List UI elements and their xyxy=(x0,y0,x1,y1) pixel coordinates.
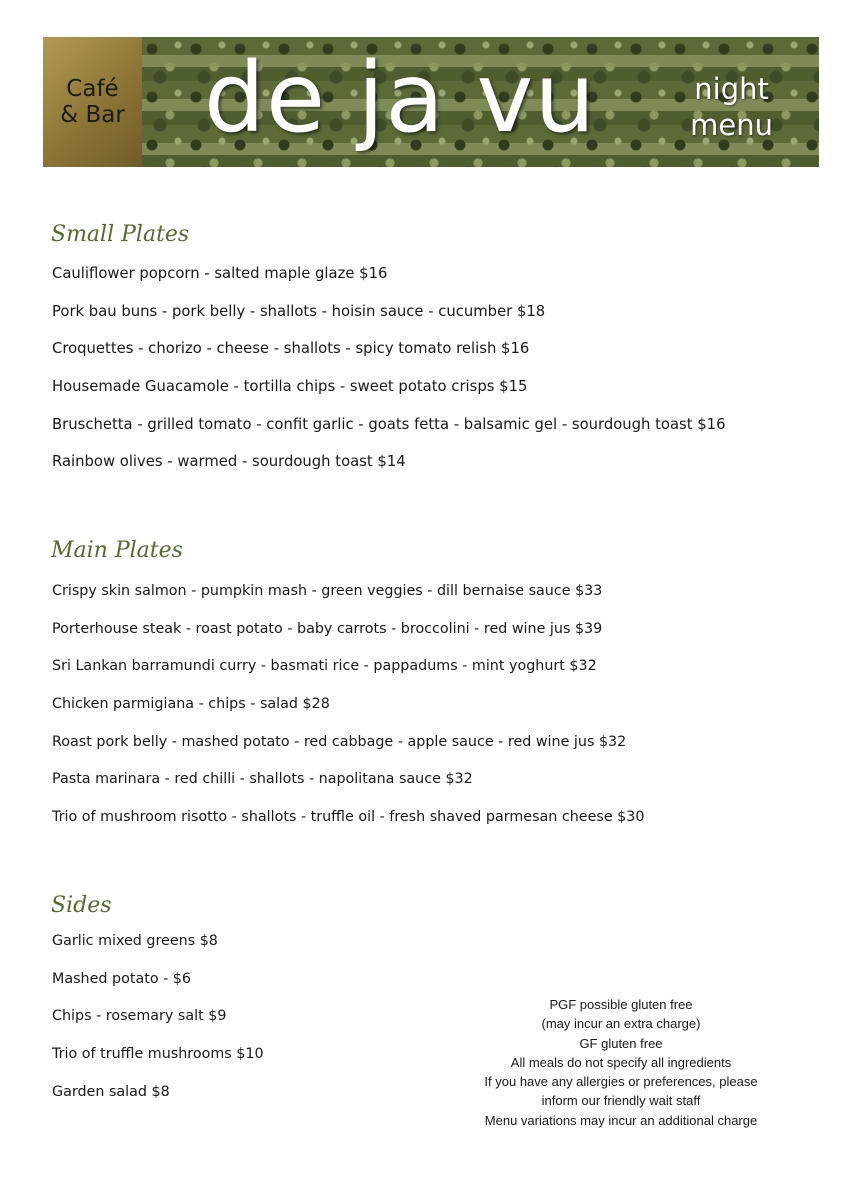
leaf-pattern-banner xyxy=(142,37,819,167)
dietary-notes xyxy=(441,995,801,1130)
menu-item: Housemade Guacamole - tortilla chips - sweet potato crisps $15 xyxy=(52,378,528,396)
main-plates-list xyxy=(52,581,644,845)
restaurant-title: de ja vu xyxy=(204,42,597,154)
note-line: If you have any allergies or preferences, please xyxy=(484,1074,758,1090)
menu-item: Chicken parmigiana - chips - salad $28 xyxy=(52,696,330,713)
menu-item: Chips - rosemary salt $9 xyxy=(52,1008,227,1025)
menu-item: Mashed potato - $6 xyxy=(52,970,192,987)
menu-item: Bruschetta - grilled tomato - confit garlic - goats fetta - balsamic gel - sourdough toast $16 xyxy=(52,415,726,433)
note-line: PGF possible gluten free xyxy=(549,997,693,1012)
sides-heading: Sides xyxy=(51,893,112,918)
note-line: (may incur an extra charge) xyxy=(541,1016,701,1032)
brand-line-2: & Bar xyxy=(60,102,125,128)
note-line: Menu variations may incur an additional charge xyxy=(484,1112,758,1128)
menu-item: Pasta marinara - red chilli - shallots - napolitana sauce $32 xyxy=(52,771,473,788)
subtitle-line-1: night xyxy=(694,72,769,106)
menu-subtitle xyxy=(690,71,773,143)
menu-item: Roast pork belly - mashed potato - red cabbage - apple sauce - red wine jus $32 xyxy=(52,733,627,750)
menu-item: Rainbow olives - warmed - sourdough toast $14 xyxy=(52,453,406,471)
menu-item: Croquettes - chorizo - cheese - shallots - spicy tomato relish $16 xyxy=(52,340,530,358)
menu-item: Cauliflower popcorn - salted maple glaze $16 xyxy=(52,265,388,282)
menu-item: Trio of truffle mushrooms $10 xyxy=(52,1046,264,1063)
note-line: All meals do not specify all ingredients xyxy=(510,1054,732,1070)
small-plates-list xyxy=(52,264,726,490)
menu-header xyxy=(43,37,819,167)
note-line: inform our friendly wait staff xyxy=(541,1093,701,1109)
menu-item: Garden salad $8 xyxy=(52,1083,170,1100)
subtitle-line-2: menu xyxy=(690,108,773,142)
menu-item: Garlic mixed greens $8 xyxy=(52,933,218,949)
sides-list xyxy=(52,931,264,1119)
note-line: GF gluten free xyxy=(579,1035,663,1051)
menu-item: Trio of mushroom risotto - shallots - truffle oil - fresh shaved parmesan cheese $30 xyxy=(52,809,645,826)
brand-line-1: Café xyxy=(66,76,119,102)
main-plates-heading: Main Plates xyxy=(51,538,183,563)
menu-item: Crispy skin salmon - pumpkin mash - green veggies - dill bernaise sauce $33 xyxy=(52,583,603,599)
menu-item: Porterhouse steak - roast potato - baby carrots - broccolini - red wine jus $39 xyxy=(52,620,603,637)
menu-item: Sri Lankan barramundi curry - basmati rice - pappadums - mint yoghurt $32 xyxy=(52,658,597,675)
cafe-bar-logo xyxy=(43,37,142,167)
menu-item: Pork bau buns - pork belly - shallots - hoisin sauce - cucumber $18 xyxy=(52,302,546,320)
small-plates-heading: Small Plates xyxy=(51,222,190,247)
